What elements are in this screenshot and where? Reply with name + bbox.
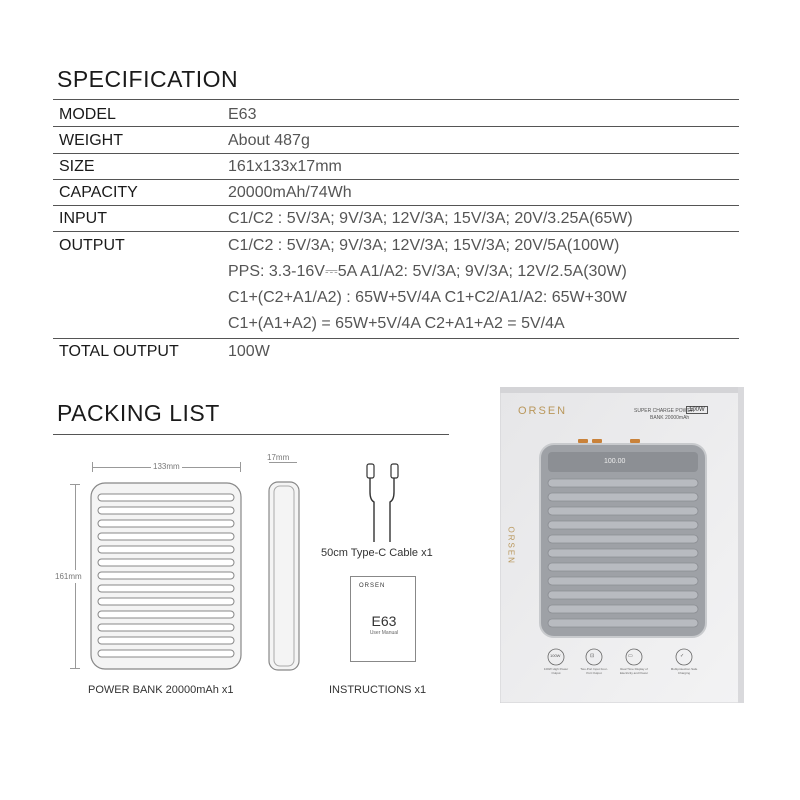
box-icon-caption: Multiprotection Safe Charging <box>670 667 698 675</box>
spec-divider <box>53 126 739 127</box>
output-line: C1+(C2+A1/A2) : 65W+5V/4A C1+C2/A1/A2: 65W+30W <box>228 289 627 306</box>
type-c-cable-icon <box>360 462 410 544</box>
spec-label: WEIGHT <box>59 132 123 149</box>
dimension-tick <box>92 462 93 472</box>
box-line1: SUPER CHARGE POWER <box>634 408 695 414</box>
spec-value: About 487g <box>228 132 310 149</box>
manual-brand: ORSEN <box>359 583 386 589</box>
box-side-brand: ORSEN <box>506 526 516 565</box>
spec-divider <box>53 338 739 339</box>
packing-list-title: PACKING LIST <box>57 400 220 426</box>
box-100w-badge: 100W <box>686 406 708 414</box>
box-brand-logo: ORSEN <box>518 405 568 417</box>
output-line: PPS: 3.3-16V⎓5A A1/A2: 5V/3A; 9V/3A; 12V/2.5A(30W) <box>228 263 627 280</box>
output-line: C1+(A1+A2) = 65W+5V/4A C2+A1+A2 = 5V/4A <box>228 315 565 332</box>
manual-subtitle: User Manual <box>369 630 399 636</box>
instructions-caption: INSTRUCTIONS x1 <box>329 684 427 696</box>
power-bank-caption: POWER BANK 20000mAh x1 <box>88 684 234 696</box>
depth-dimension-line <box>269 462 297 463</box>
packing-rule <box>53 434 449 435</box>
depth-label: 17mm <box>267 453 290 462</box>
manual-model: E63 <box>371 613 397 629</box>
product-box <box>500 387 744 703</box>
user-manual <box>350 576 416 662</box>
specification-title: SPECIFICATION <box>57 66 239 92</box>
output-line: C1/C2 : 5V/3A; 9V/3A; 12V/3A; 15V/3A; 20V/5A(100W) <box>228 237 620 254</box>
dimension-tick <box>70 668 80 669</box>
spec-label: CAPACITY <box>59 184 138 201</box>
box-line2: BANK 20000mAh <box>650 415 690 421</box>
safety-icon: ✓ <box>680 653 685 659</box>
spec-divider <box>53 179 739 180</box>
spec-label: INPUT <box>59 210 107 227</box>
spec-value: E63 <box>228 106 257 123</box>
power-bank-front-view <box>90 482 242 670</box>
dimension-tick <box>70 484 80 485</box>
100w-icon: 100W <box>550 653 561 658</box>
spec-label: SIZE <box>59 158 95 175</box>
spec-label: MODEL <box>59 106 116 123</box>
display-icon: ▭ <box>628 653 633 659</box>
height-label: 161mm <box>55 572 82 581</box>
spec-value: 20000mAh/74Wh <box>228 184 352 201</box>
dimension-tick <box>240 462 241 472</box>
box-icon-caption: 100W High Power Output <box>543 667 569 675</box>
spec-label: OUTPUT <box>59 237 125 254</box>
spec-top-rule <box>53 99 739 100</box>
spec-value: C1/C2 : 5V/3A; 9V/3A; 12V/3A; 15V/3A; 20V/3.25A(65W) <box>228 210 633 227</box>
power-bank-side-view <box>268 481 300 671</box>
cable-caption: 50cm Type-C Cable x1 <box>321 547 433 559</box>
box-icon-caption: Real Time Display of Electricity and Power <box>619 667 648 675</box>
box-graphic <box>500 387 744 703</box>
box-display-readout: 100.00 <box>604 458 626 465</box>
spec-divider <box>53 231 739 232</box>
spec-divider <box>53 153 739 154</box>
spec-value: 100W <box>228 343 270 360</box>
spec-value: 161x133x17mm <box>228 158 342 175</box>
width-label: 133mm <box>153 462 180 471</box>
ports-icon: ⊡ <box>590 653 595 659</box>
box-icon-caption: Two-Port Input Four-Port Output <box>580 667 608 675</box>
spec-label: TOTAL OUTPUT <box>59 343 179 360</box>
spec-divider <box>53 205 739 206</box>
